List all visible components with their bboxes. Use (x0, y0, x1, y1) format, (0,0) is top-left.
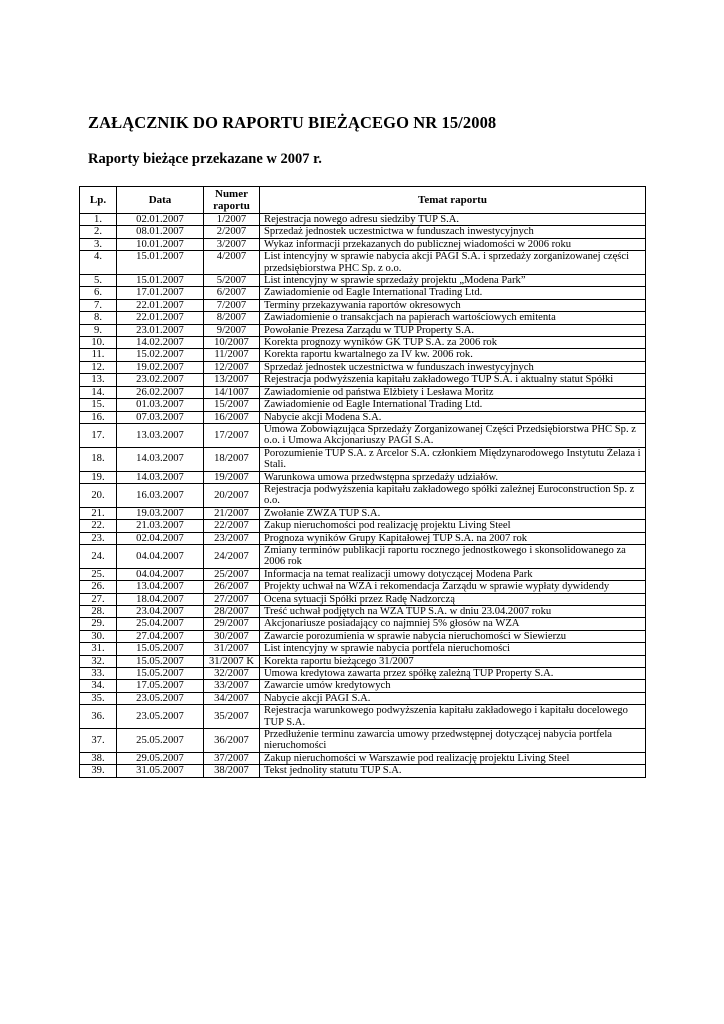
row-report-number: 3/2007 (204, 238, 260, 250)
table-row (80, 471, 646, 483)
row-report-topic: Porozumienie TUP S.A. z Arcelor S.A. członkiem Międzynarodowego Instytutu Żelaza i Stali. (260, 447, 646, 471)
table-row (80, 447, 646, 471)
row-report-topic: Rejestracja podwyższenia kapitału zakładowego spółki zależnej Euroconstruction Sp. z o.o. (260, 483, 646, 507)
table-row (80, 386, 646, 398)
table-row (80, 374, 646, 386)
header-lp: Lp. (80, 187, 117, 214)
row-date: 27.04.2007 (117, 630, 204, 642)
row-lp: 27. (80, 593, 117, 605)
table-row (80, 411, 646, 423)
row-report-number: 20/2007 (204, 483, 260, 507)
row-report-number: 34/2007 (204, 692, 260, 704)
row-lp: 21. (80, 507, 117, 519)
header-report-number: Numer raportu (204, 187, 260, 214)
section-subtitle: Raporty bieżące przekazane w 2007 r. (88, 151, 322, 167)
table-row (80, 532, 646, 544)
row-date: 22.01.2007 (117, 299, 204, 311)
row-lp: 5. (80, 275, 117, 287)
row-lp: 28. (80, 606, 117, 618)
row-lp: 38. (80, 752, 117, 764)
row-report-number: 36/2007 (204, 729, 260, 753)
row-report-topic: Umowa Zobowiązująca Sprzedaży Zorganizowanej Części Przedsiębiorstwa PHC Sp. z o.o. i Umowa Akcjonariuszy PAGI S.A. (260, 423, 646, 447)
row-report-topic: Przedłużenie terminu zawarcia umowy przedwstępnej dotyczącej nabycia portfela nieruchomości (260, 729, 646, 753)
table-row (80, 251, 646, 275)
row-lp: 11. (80, 349, 117, 361)
row-report-topic: Zawarcie umów kredytowych (260, 680, 646, 692)
row-date: 15.05.2007 (117, 668, 204, 680)
row-report-topic: Rejestracja nowego adresu siedziby TUP S.A. (260, 214, 646, 226)
row-lp: 39. (80, 765, 117, 777)
table-row (80, 705, 646, 729)
row-date: 14.03.2007 (117, 471, 204, 483)
table-row (80, 593, 646, 605)
row-report-topic: Informacja na temat realizacji umowy dotyczącej Modena Park (260, 568, 646, 580)
table-row (80, 752, 646, 764)
row-report-number: 31/2007 K (204, 655, 260, 667)
row-lp: 15. (80, 399, 117, 411)
row-report-number: 6/2007 (204, 287, 260, 299)
row-lp: 25. (80, 568, 117, 580)
row-report-topic: Nabycie akcji Modena S.A. (260, 411, 646, 423)
row-date: 15.01.2007 (117, 275, 204, 287)
row-date: 22.01.2007 (117, 312, 204, 324)
row-date: 14.03.2007 (117, 447, 204, 471)
header-date: Data (117, 187, 204, 214)
row-report-number: 38/2007 (204, 765, 260, 777)
row-report-number: 2/2007 (204, 226, 260, 238)
row-lp: 33. (80, 668, 117, 680)
table-row (80, 729, 646, 753)
table-row (80, 692, 646, 704)
row-report-topic: Korekta raportu kwartalnego za IV kw. 2006 rok. (260, 349, 646, 361)
row-report-number: 27/2007 (204, 593, 260, 605)
row-date: 15.05.2007 (117, 655, 204, 667)
row-date: 15.05.2007 (117, 643, 204, 655)
row-report-topic: Ocena sytuacji Spółki przez Radę Nadzorczą (260, 593, 646, 605)
row-date: 26.02.2007 (117, 386, 204, 398)
row-lp: 24. (80, 544, 117, 568)
row-report-topic: List intencyjny w sprawie sprzedaży projektu „Modena Park” (260, 275, 646, 287)
reports-table (79, 186, 646, 778)
row-lp: 2. (80, 226, 117, 238)
row-report-number: 29/2007 (204, 618, 260, 630)
row-report-number: 4/2007 (204, 251, 260, 275)
table-row (80, 423, 646, 447)
row-date: 13.03.2007 (117, 423, 204, 447)
row-report-topic: Zawiadomienie o transakcjach na papierach wartościowych emitenta (260, 312, 646, 324)
row-date: 16.03.2007 (117, 483, 204, 507)
row-lp: 12. (80, 361, 117, 373)
table-row (80, 655, 646, 667)
row-date: 07.03.2007 (117, 411, 204, 423)
header-report-topic: Temat raportu (260, 187, 646, 214)
table-row (80, 214, 646, 226)
row-date: 23.05.2007 (117, 705, 204, 729)
row-date: 02.01.2007 (117, 214, 204, 226)
row-report-number: 19/2007 (204, 471, 260, 483)
row-report-topic: Treść uchwał podjętych na WZA TUP S.A. w dniu 23.04.2007 roku (260, 606, 646, 618)
row-date: 04.04.2007 (117, 544, 204, 568)
row-report-topic: Zwołanie ZWZA TUP S.A. (260, 507, 646, 519)
row-lp: 1. (80, 214, 117, 226)
row-report-number: 10/2007 (204, 337, 260, 349)
row-report-topic: Sprzedaż jednostek uczestnictwa w funduszach inwestycyjnych (260, 361, 646, 373)
row-report-topic: Nabycie akcji PAGI S.A. (260, 692, 646, 704)
row-date: 02.04.2007 (117, 532, 204, 544)
row-lp: 35. (80, 692, 117, 704)
row-report-number: 21/2007 (204, 507, 260, 519)
table-row (80, 324, 646, 336)
row-report-number: 17/2007 (204, 423, 260, 447)
table-row (80, 643, 646, 655)
row-report-number: 28/2007 (204, 606, 260, 618)
row-lp: 30. (80, 630, 117, 642)
table-header-row (80, 187, 646, 214)
row-lp: 37. (80, 729, 117, 753)
row-report-topic: List intencyjny w sprawie nabycia portfela nieruchomości (260, 643, 646, 655)
row-report-number: 23/2007 (204, 532, 260, 544)
row-report-number: 16/2007 (204, 411, 260, 423)
row-lp: 4. (80, 251, 117, 275)
row-report-topic: Akcjonariusze posiadający co najmniej 5% głosów na WZA (260, 618, 646, 630)
row-report-topic: Zakup nieruchomości w Warszawie pod realizację projektu Living Steel (260, 752, 646, 764)
row-lp: 3. (80, 238, 117, 250)
row-date: 23.02.2007 (117, 374, 204, 386)
row-date: 23.01.2007 (117, 324, 204, 336)
row-date: 04.04.2007 (117, 568, 204, 580)
row-report-number: 31/2007 (204, 643, 260, 655)
row-report-topic: Zawarcie porozumienia w sprawie nabycia nieruchomości w Siewierzu (260, 630, 646, 642)
table-row (80, 568, 646, 580)
row-report-topic: Wykaz informacji przekazanych do publicznej wiadomości w 2006 roku (260, 238, 646, 250)
row-report-topic: Sprzedaż jednostek uczestnictwa w funduszach inwestycyjnych (260, 226, 646, 238)
row-lp: 17. (80, 423, 117, 447)
row-report-number: 33/2007 (204, 680, 260, 692)
table-row (80, 581, 646, 593)
row-report-topic: List intencyjny w sprawie nabycia akcji PAGI S.A. i sprzedaży zorganizowanej części przedsiębiorstwa PHC Sp. z o.o. (260, 251, 646, 275)
table-row (80, 287, 646, 299)
row-lp: 13. (80, 374, 117, 386)
row-lp: 18. (80, 447, 117, 471)
row-report-topic: Zawiadomienie od Eagle International Trading Ltd. (260, 287, 646, 299)
table-row (80, 299, 646, 311)
row-report-number: 1/2007 (204, 214, 260, 226)
row-date: 23.05.2007 (117, 692, 204, 704)
row-report-number: 9/2007 (204, 324, 260, 336)
table-row (80, 668, 646, 680)
row-report-topic: Powołanie Prezesa Zarządu w TUP Property S.A. (260, 324, 646, 336)
row-report-number: 37/2007 (204, 752, 260, 764)
row-date: 21.03.2007 (117, 520, 204, 532)
table-row (80, 520, 646, 532)
row-report-topic: Rejestracja warunkowego podwyższenia kapitału zakładowego i kapitału docelowego TUP S.A. (260, 705, 646, 729)
row-report-number: 24/2007 (204, 544, 260, 568)
row-report-number: 13/2007 (204, 374, 260, 386)
row-report-number: 35/2007 (204, 705, 260, 729)
row-lp: 34. (80, 680, 117, 692)
table-row (80, 507, 646, 519)
table-row (80, 275, 646, 287)
table-row (80, 337, 646, 349)
row-report-number: 5/2007 (204, 275, 260, 287)
row-report-topic: Korekta prognozy wyników GK TUP S.A. za 2006 rok (260, 337, 646, 349)
row-lp: 22. (80, 520, 117, 532)
row-date: 01.03.2007 (117, 399, 204, 411)
page-title: ZAŁĄCZNIK DO RAPORTU BIEŻĄCEGO NR 15/2008 (88, 113, 497, 132)
row-report-topic: Rejestracja podwyższenia kapitału zakładowego TUP S.A. i aktualny statut Spółki (260, 374, 646, 386)
row-report-topic: Korekta raportu bieżącego 31/2007 (260, 655, 646, 667)
row-report-topic: Projekty uchwał na WZA i rekomendacja Zarządu w sprawie wypłaty dywidendy (260, 581, 646, 593)
row-report-number: 7/2007 (204, 299, 260, 311)
row-date: 18.04.2007 (117, 593, 204, 605)
row-lp: 36. (80, 705, 117, 729)
row-report-topic: Prognoza wyników Grupy Kapitałowej TUP S.A. na 2007 rok (260, 532, 646, 544)
table-row (80, 238, 646, 250)
row-lp: 29. (80, 618, 117, 630)
table-row (80, 349, 646, 361)
table-row (80, 312, 646, 324)
row-lp: 23. (80, 532, 117, 544)
row-lp: 32. (80, 655, 117, 667)
row-lp: 14. (80, 386, 117, 398)
row-date: 08.01.2007 (117, 226, 204, 238)
table-row (80, 680, 646, 692)
row-lp: 31. (80, 643, 117, 655)
table-row (80, 544, 646, 568)
row-lp: 6. (80, 287, 117, 299)
row-lp: 10. (80, 337, 117, 349)
row-report-number: 32/2007 (204, 668, 260, 680)
row-date: 19.02.2007 (117, 361, 204, 373)
table-row (80, 606, 646, 618)
row-date: 25.05.2007 (117, 729, 204, 753)
row-report-topic: Terminy przekazywania raportów okresowych (260, 299, 646, 311)
row-report-number: 30/2007 (204, 630, 260, 642)
row-lp: 9. (80, 324, 117, 336)
row-date: 15.02.2007 (117, 349, 204, 361)
row-date: 15.01.2007 (117, 251, 204, 275)
row-report-topic: Umowa kredytowa zawarta przez spółkę zależną TUP Property S.A. (260, 668, 646, 680)
row-report-number: 25/2007 (204, 568, 260, 580)
table-row (80, 630, 646, 642)
row-date: 17.05.2007 (117, 680, 204, 692)
row-date: 13.04.2007 (117, 581, 204, 593)
table-row (80, 483, 646, 507)
row-date: 25.04.2007 (117, 618, 204, 630)
row-report-topic: Zakup nieruchomości pod realizację projektu Living Steel (260, 520, 646, 532)
row-date: 31.05.2007 (117, 765, 204, 777)
row-report-number: 15/2007 (204, 399, 260, 411)
row-date: 29.05.2007 (117, 752, 204, 764)
row-report-number: 8/2007 (204, 312, 260, 324)
table-row (80, 361, 646, 373)
row-report-number: 12/2007 (204, 361, 260, 373)
row-report-number: 11/2007 (204, 349, 260, 361)
row-report-topic: Tekst jednolity statutu TUP S.A. (260, 765, 646, 777)
table-row (80, 399, 646, 411)
row-report-number: 22/2007 (204, 520, 260, 532)
row-date: 17.01.2007 (117, 287, 204, 299)
row-lp: 7. (80, 299, 117, 311)
row-report-topic: Zawiadomienie od państwa Elżbiety i Lesława Moritz (260, 386, 646, 398)
row-lp: 19. (80, 471, 117, 483)
row-report-topic: Zmiany terminów publikacji raportu rocznego jednostkowego i skonsolidowanego za 2006 rok (260, 544, 646, 568)
row-date: 14.02.2007 (117, 337, 204, 349)
row-report-number: 18/2007 (204, 447, 260, 471)
row-report-topic: Zawiadomienie od Eagle International Trading Ltd. (260, 399, 646, 411)
row-date: 10.01.2007 (117, 238, 204, 250)
row-date: 19.03.2007 (117, 507, 204, 519)
table-body (80, 214, 646, 778)
row-lp: 20. (80, 483, 117, 507)
table-row (80, 618, 646, 630)
row-report-topic: Warunkowa umowa przedwstępna sprzedaży udziałów. (260, 471, 646, 483)
row-date: 23.04.2007 (117, 606, 204, 618)
table-row (80, 226, 646, 238)
row-lp: 8. (80, 312, 117, 324)
row-lp: 26. (80, 581, 117, 593)
row-lp: 16. (80, 411, 117, 423)
table-row (80, 765, 646, 777)
row-report-number: 26/2007 (204, 581, 260, 593)
row-report-number: 14/1007 (204, 386, 260, 398)
